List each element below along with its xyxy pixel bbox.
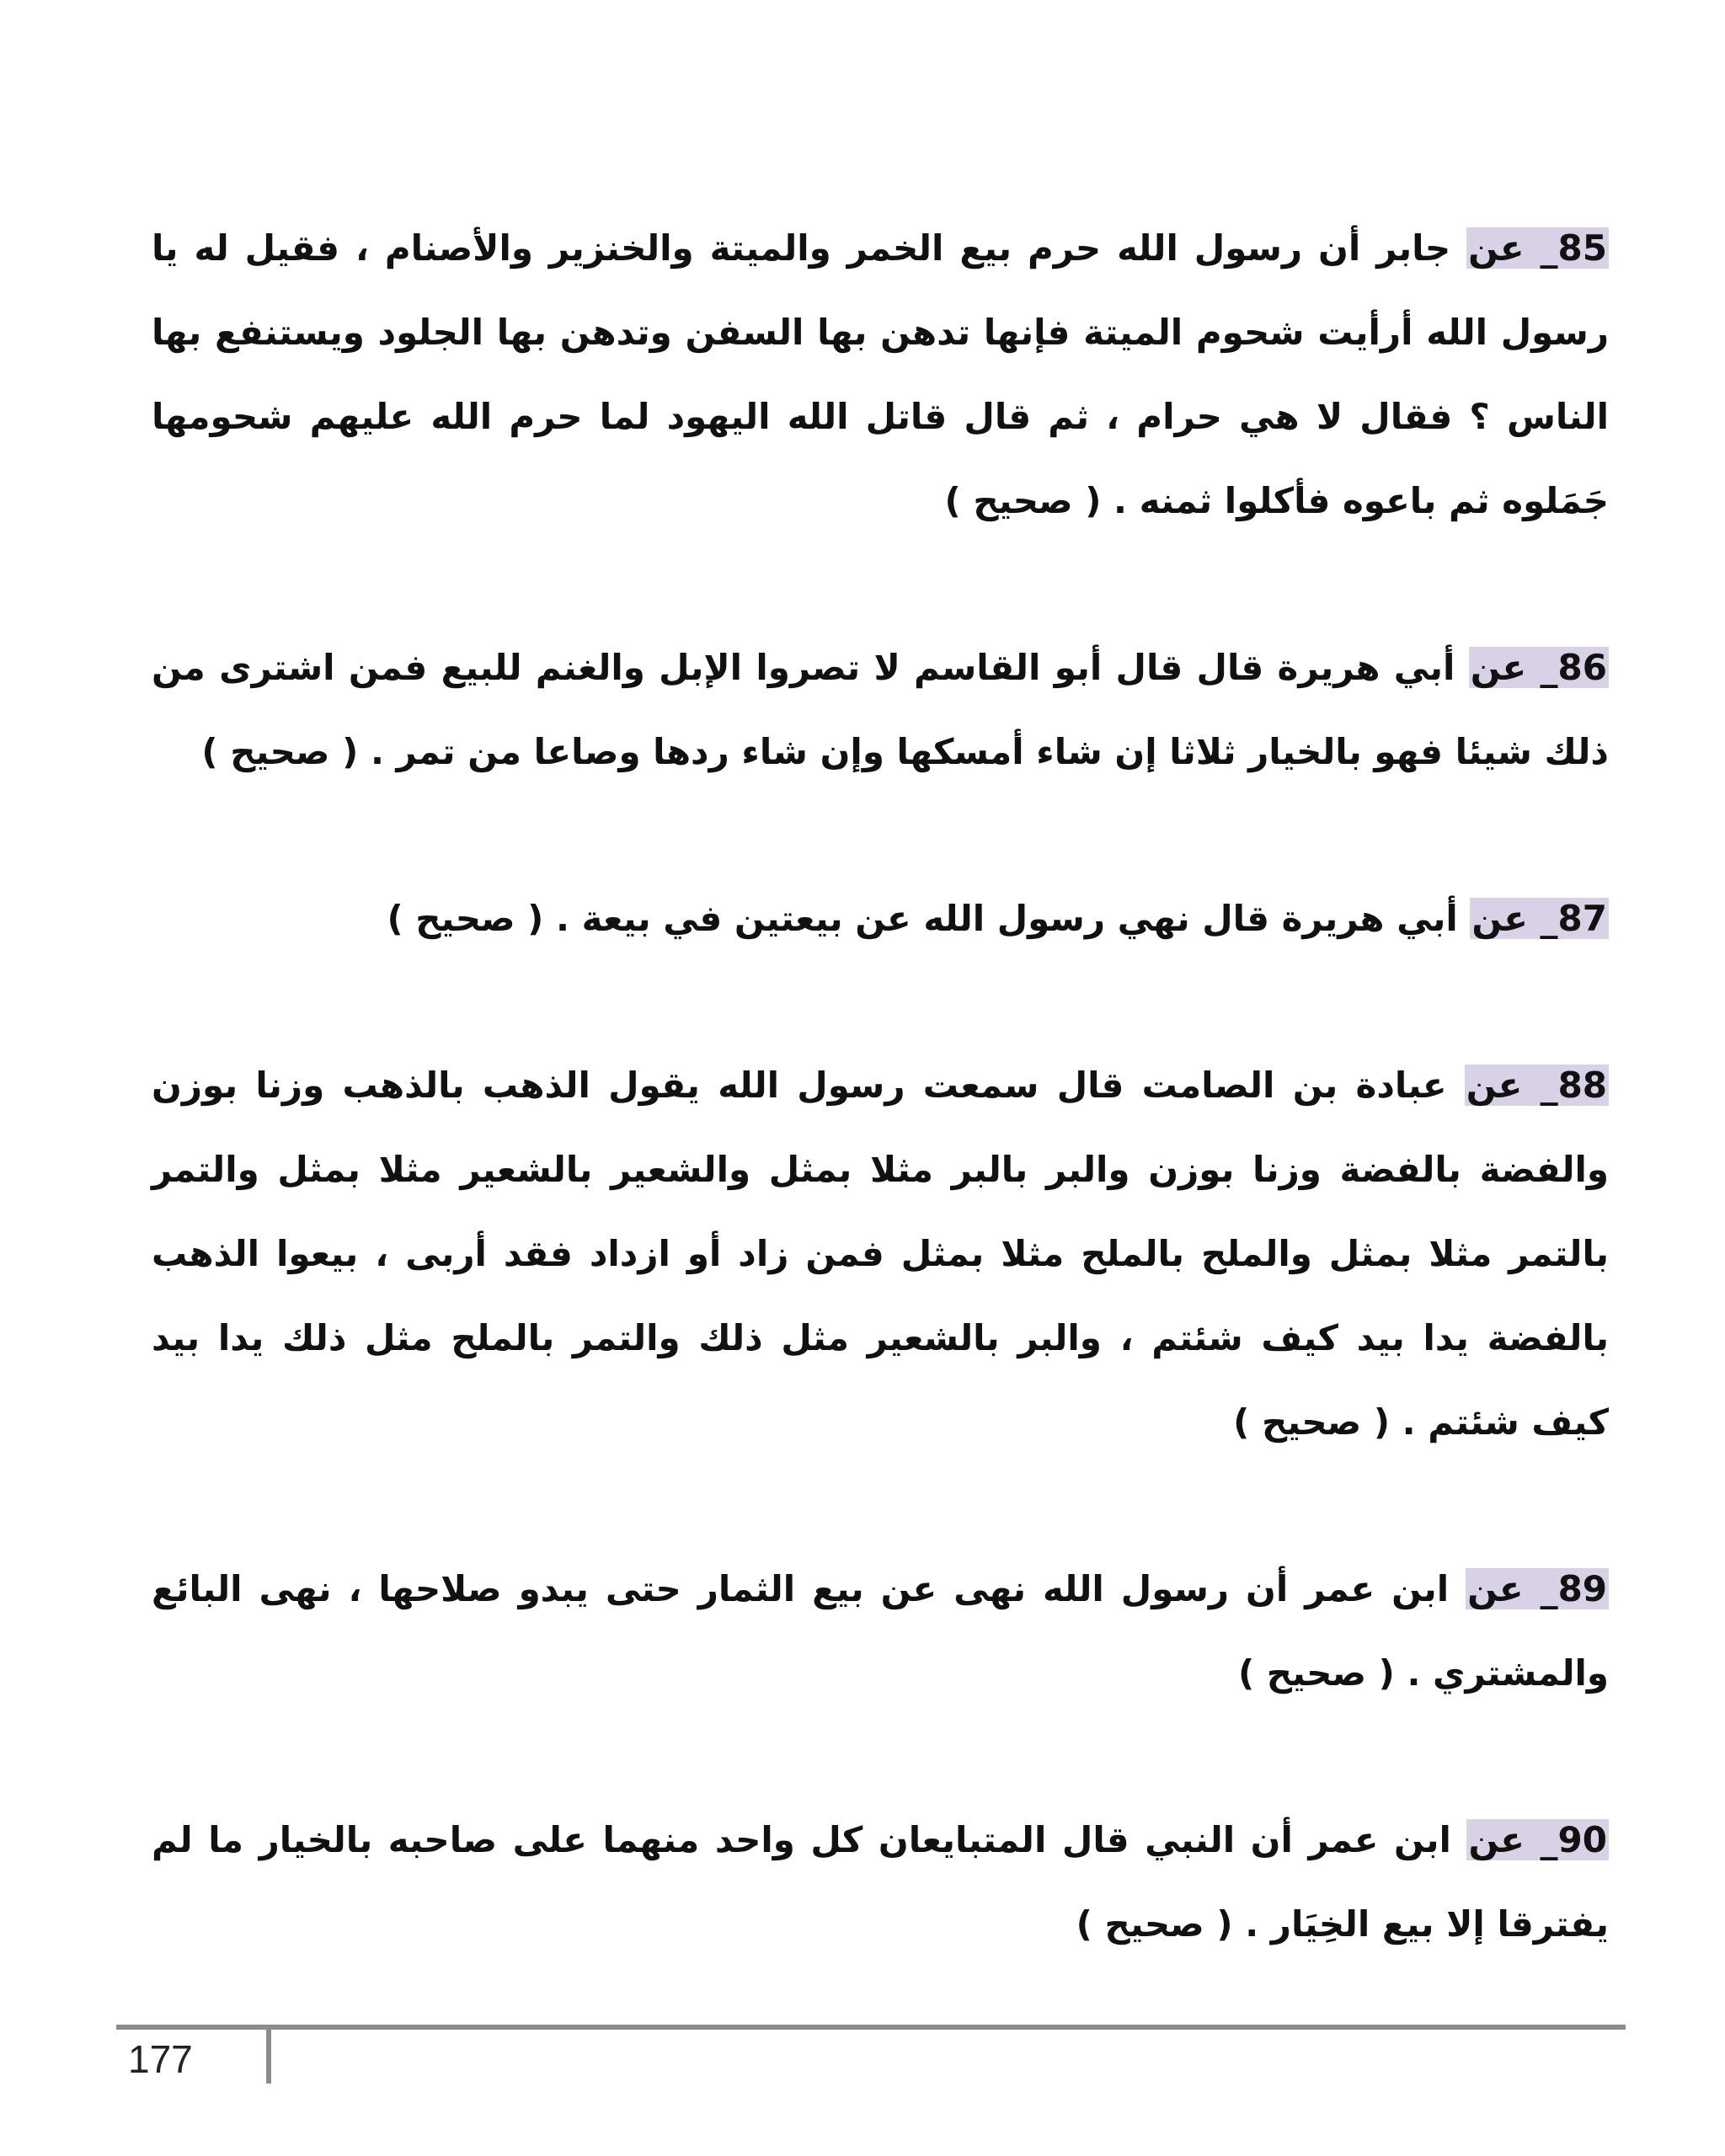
entry-head-highlight [1466,227,1609,269]
hadith-list [152,206,1609,2049]
entry-text: ابن عمر أن رسول الله نهى عن بيع الثمار حتى يبدو صلاحها ، نهى البائع والمشتري . ( صحيح ) [152,1568,1609,1694]
entry-lead: عن [1470,647,1527,688]
footer-tick-divider [266,2025,271,2084]
entry-number: 87_ [1540,898,1607,939]
hadith-entry-88 [152,1043,1609,1465]
entry-text: عبادة بن الصامت قال سمعت رسول الله يقول الذهب بالذهب وزنا بوزن والفضة بالفضة وزنا بوزن والبر بالبر مثلا بمثل والشعير بالشعير مثلا بمثل والتمر بالتمر مثلا بمثل والملح بالملح مثلا بمثل فمن زاد أو ازداد فقد أربى ، بيعوا الذهب بالفضة يدا بيد كيف شئتم ، والبر بالشعير مثل ذلك والتمر بالملح مثل ذلك يدا بيد كيف شئتم . ( صحيح ) [152,1065,1609,1443]
hadith-entry-87 [152,877,1609,961]
entry-text: أبي هريرة قال نهي رسول الله عن بيعتين في بيعة . ( صحيح ) [387,898,1471,939]
entry-head-highlight [1469,647,1609,688]
entry-head-highlight [1466,1819,1609,1860]
entry-number: 85_ [1540,227,1607,269]
entry-number: 89_ [1540,1568,1608,1609]
hadith-entry-85 [152,206,1609,543]
entry-lead: عن [1468,227,1525,269]
entry-head-highlight [1470,898,1609,939]
entry-text: جابر أن رسول الله حرم بيع الخمر والميتة والخنزير والأصنام ، فقيل له يا رسول الله أرأيت شحوم الميتة فإنها تدهن بها السفن وتدهن بها الجلود ويستنفع بها الناس ؟ فقال لا هي حرام ، ثم قال قاتل الله اليهود لما حرم الله عليهم شحومها جَمَلوه ثم باعوه فأكلوا ثمنه . ( صحيح ) [152,227,1609,521]
entry-text: أبي هريرة قال قال أبو القاسم لا تصروا الإبل والغنم للبيع فمن اشترى من ذلك شيئا فهو بالخيار ثلاثا إن شاء أمسكها وإن شاء ردها وصاعا من تمر . ( صحيح ) [152,647,1609,772]
entry-number: 86_ [1540,647,1607,688]
entry-text: ابن عمر أن النبي قال المتبايعان كل واحد منهما على صاحبه بالخيار ما لم يفترقا إلا بيع الخِيَار . ( صحيح ) [152,1819,1609,1945]
entry-head-highlight [1466,1568,1609,1609]
entry-number: 90_ [1540,1819,1607,1860]
entry-head-highlight [1465,1065,1609,1106]
footer-divider [116,2025,1626,2030]
entry-lead: عن [1466,1065,1523,1106]
entry-lead: عن [1471,898,1528,939]
hadith-entry-89 [152,1547,1609,1716]
entry-lead: عن [1468,1819,1525,1860]
hadith-entry-86 [152,626,1609,794]
hadith-entry-90 [152,1798,1609,1967]
entry-lead: عن [1467,1568,1524,1609]
page-number: 177 [128,2037,193,2081]
entry-number: 88_ [1540,1065,1608,1106]
